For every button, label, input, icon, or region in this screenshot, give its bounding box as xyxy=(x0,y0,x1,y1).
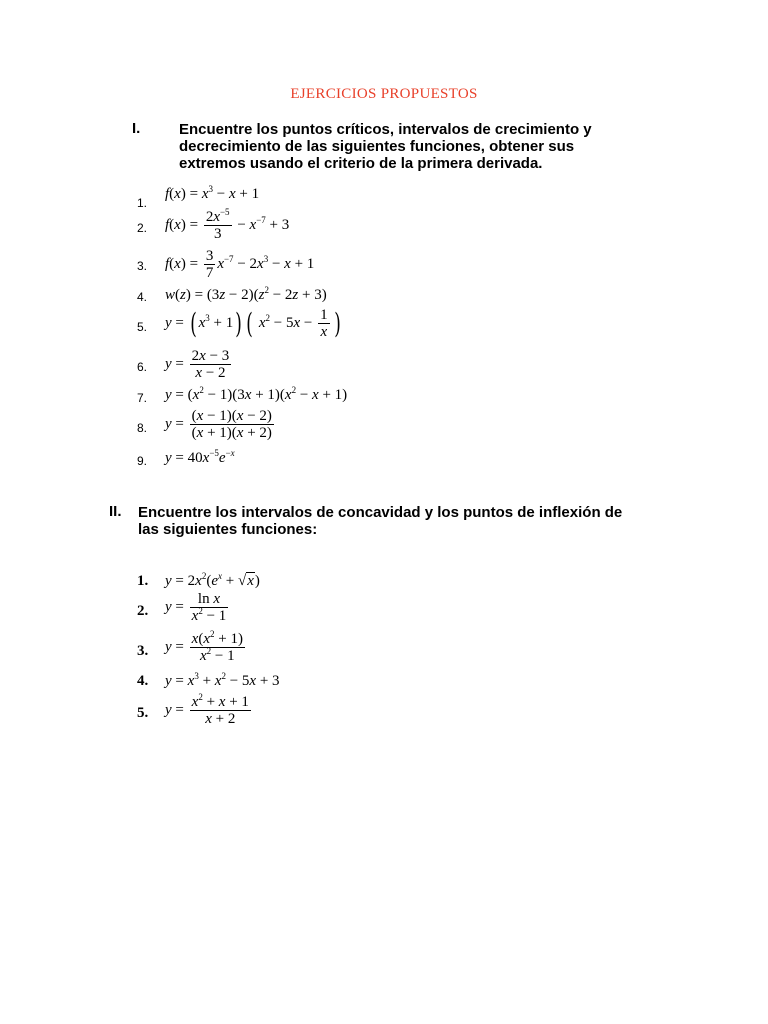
item-number: 1. xyxy=(137,196,148,210)
section-2-number: II. xyxy=(109,503,122,520)
item-number: 3. xyxy=(137,259,148,273)
math-expression: $y = 2x^2(e^x + √x)$ xyxy=(165,571,260,589)
item-number: 7. xyxy=(137,391,148,405)
math-expression: $y = 40x^{-5}e^{-x}$ xyxy=(165,448,235,466)
math-expression: y = $\frac{\text{ln x}}{x^2 - 1}$ xyxy=(165,591,227,624)
item-number: 5. xyxy=(137,705,149,721)
math-expression: y = $\frac{(x - 1)(x - 2)}{(x + 1)(x + 2)}$ xyxy=(165,408,272,441)
item-number: 9. xyxy=(137,454,148,468)
math-expression: y = $\frac{x(x^2 + 1)}{x^2 - 1}$ xyxy=(165,629,243,664)
math-expression: f(x) = $\frac{2x^{-5}}{3}$ − $x^{-7} + 3$ xyxy=(165,207,290,242)
section-1-heading xyxy=(179,121,592,172)
item-number: 8. xyxy=(137,421,148,435)
math-expression: f(x) = $\frac{3}{7}$ $x^{-7} - 2x^3 - x + 1$ xyxy=(165,248,315,281)
math-expression: $w(z) = (3z - 2)(z^2 - 2z + 3)$ xyxy=(165,285,327,303)
math-expression: y = $\frac{x^2 + x + 1}{x + 2}$ xyxy=(165,692,249,727)
math-expression: $y = (x^2 - 1)(3x + 1)(x^2 - x + 1)$ xyxy=(165,385,348,403)
item-number: 3. xyxy=(137,643,149,659)
section-2-heading-line: las siguientes funciones: xyxy=(138,521,318,538)
item-number: 6. xyxy=(137,360,148,374)
item-number: 5. xyxy=(137,320,148,334)
section-1-heading-line: extremos usando el criterio de la primera derivada. xyxy=(179,155,543,172)
section-1-number: I. xyxy=(132,120,141,137)
math-expression: $f(x) = x^3 - x + 1$ xyxy=(165,184,260,202)
item-number: 2. xyxy=(137,221,148,235)
item-number: 4. xyxy=(137,673,149,689)
section-2-heading-line: Encuentre los intervalos de concavidad y los puntos de inflexión de xyxy=(138,504,623,521)
item-number: 4. xyxy=(137,290,148,304)
math-expression: y = $\frac{2x - 3}{x - 2}$ xyxy=(165,348,230,381)
section-1-heading-line: decrecimiento de las siguientes funciones, obtener sus xyxy=(179,138,575,155)
section-2-heading xyxy=(138,504,622,538)
section-1-heading-line: Encuentre los puntos críticos, intervalos de crecimiento y xyxy=(179,121,592,138)
page-title: EJERCICIOS PROPUESTOS xyxy=(290,86,478,102)
math-expression: y = ( $x^3 + 1$) ( $x^2 - 5x$ − $\frac{1}{x}$ ) xyxy=(165,306,341,340)
item-number: 1. xyxy=(137,573,149,589)
math-expression: $y = x^3 + x^2 - 5x + 3$ xyxy=(165,671,280,689)
item-number: 2. xyxy=(137,603,149,619)
